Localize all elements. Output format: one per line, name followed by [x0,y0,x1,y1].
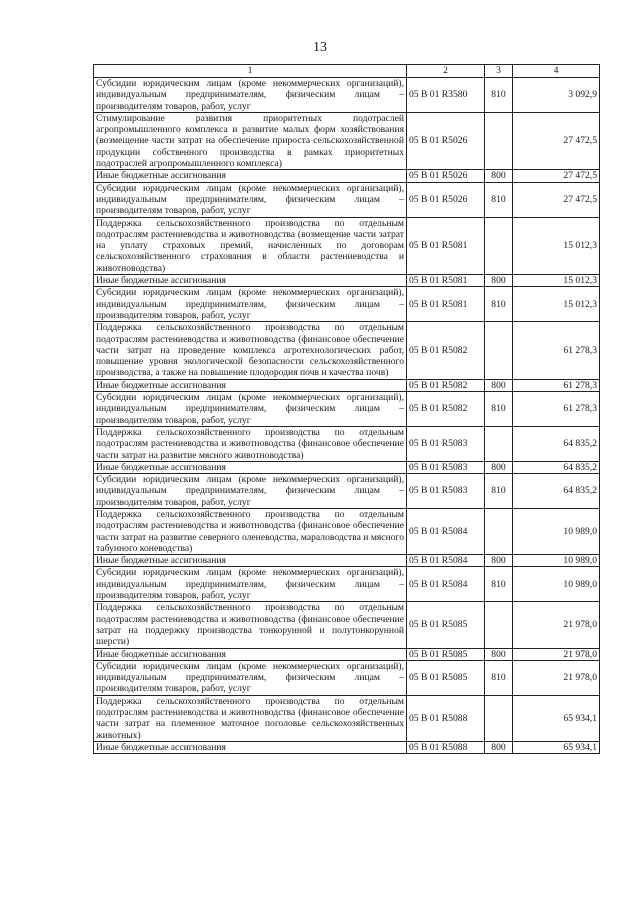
row-type-cell: 810 [485,392,513,427]
row-name-cell: Поддержка сельскохозяйственного производства по отдельным подотраслям растениеводства и животноводства (финансовое обеспечение части затрат на развитие мясного животноводства) [94,426,407,461]
table-body [94,65,600,754]
table-row [94,170,600,182]
row-name-cell: Поддержка сельскохозяйственного производства по отдельным подотраслям растениеводства и животноводства (финансовое обеспечение части затрат на племенное маточное поголовье сельскохозяйственных животных) [94,695,407,741]
row-amount-cell: 3 092,9 [513,78,600,113]
row-amount-cell: 61 278,3 [513,322,600,379]
row-code-cell: 05 В 01 R5082 [407,392,485,427]
row-amount-cell: 21 978,0 [513,602,600,648]
row-code-cell: 05 В 01 R5026 [407,112,485,169]
row-code-cell: 05 В 01 R5085 [407,660,485,695]
row-code-cell: 05 В 01 R5082 [407,379,485,391]
row-code-cell: 05 В 01 R5088 [407,695,485,741]
row-name-cell: Иные бюджетные ассигнования [94,275,407,287]
table-row [94,461,600,473]
row-amount-cell: 15 012,3 [513,287,600,322]
row-type-cell [485,426,513,461]
table-row [94,392,600,427]
row-name-cell: Иные бюджетные ассигнования [94,555,407,567]
table-row [94,287,600,322]
row-type-cell: 810 [485,660,513,695]
table-row [94,660,600,695]
table-row [94,648,600,660]
row-type-cell [485,217,513,274]
row-type-cell: 800 [485,379,513,391]
table-row [94,602,600,648]
row-amount-cell: 21 978,0 [513,660,600,695]
row-code-cell: 05 В 01 R5084 [407,567,485,602]
row-type-cell: 800 [485,275,513,287]
row-amount-cell: 15 012,3 [513,217,600,274]
table-row [94,555,600,567]
row-name-cell: Субсидии юридическим лицам (кроме некоммерческих организаций), индивидуальным предпринимателям, физическим лицам – производителям товаров, работ, услуг [94,392,407,427]
row-amount-cell: 61 278,3 [513,379,600,391]
row-code-cell: 05 В 01 R5081 [407,275,485,287]
row-type-cell [485,602,513,648]
row-amount-cell: 27 472,5 [513,182,600,217]
row-code-cell: 05 В 01 R5084 [407,508,485,554]
table-row [94,78,600,113]
row-type-cell [485,695,513,741]
row-code-cell: 05 В 01 R5083 [407,474,485,509]
row-amount-cell: 21 978,0 [513,648,600,660]
row-code-cell: 05 В 01 R3580 [407,78,485,113]
row-type-cell: 800 [485,648,513,660]
budget-table [93,64,600,754]
row-type-cell: 810 [485,474,513,509]
row-type-cell [485,322,513,379]
header-col-type: 3 [485,65,513,78]
row-code-cell: 05 В 01 R5082 [407,322,485,379]
row-name-cell: Стимулирование развития приоритетных подотраслей агропромышленного комплекса и развитие малых форм хозяйствования (возмещение части затрат на обеспечение прироста сельскохозяйственной продукции собственного производства в рамках приоритетных подотраслей агропромышленного комплекса) [94,112,407,169]
row-name-cell: Субсидии юридическим лицам (кроме некоммерческих организаций), индивидуальным предпринимателям, физическим лицам – производителям товаров, работ, услуг [94,182,407,217]
row-code-cell: 05 В 01 R5026 [407,182,485,217]
table-row [94,112,600,169]
table-row [94,182,600,217]
row-amount-cell: 65 934,1 [513,695,600,741]
row-code-cell: 05 В 01 R5081 [407,217,485,274]
row-name-cell: Субсидии юридическим лицам (кроме некоммерческих организаций), индивидуальным предпринимателям, физическим лицам – производителям товаров, работ, услуг [94,660,407,695]
row-code-cell: 05 В 01 R5081 [407,287,485,322]
row-name-cell: Субсидии юридическим лицам (кроме некоммерческих организаций), индивидуальным предпринимателям, физическим лицам – производителям товаров, работ, услуг [94,78,407,113]
table-row [94,217,600,274]
row-name-cell: Поддержка сельскохозяйственного производства по отдельным подотраслям растениеводства и животноводства (финансовое обеспечение части затрат на проведение комплекса агротехнологических работ, повышение уровня экологической безопасности сельскохозяйственного производства, а также на повышение плодородия почв и качества почв) [94,322,407,379]
table-row [94,426,600,461]
row-type-cell: 800 [485,741,513,753]
row-type-cell [485,508,513,554]
table-row [94,741,600,753]
row-type-cell [485,112,513,169]
row-name-cell: Субсидии юридическим лицам (кроме некоммерческих организаций), индивидуальным предпринимателям, физическим лицам – производителям товаров, работ, услуг [94,287,407,322]
row-amount-cell: 27 472,5 [513,170,600,182]
row-name-cell: Субсидии юридическим лицам (кроме некоммерческих организаций), индивидуальным предпринимателям, физическим лицам – производителям товаров, работ, услуг [94,474,407,509]
row-amount-cell: 64 835,2 [513,461,600,473]
row-type-cell: 800 [485,170,513,182]
row-code-cell: 05 В 01 R5085 [407,602,485,648]
row-name-cell: Иные бюджетные ассигнования [94,461,407,473]
row-type-cell: 810 [485,287,513,322]
row-code-cell: 05 В 01 R5084 [407,555,485,567]
header-col-code: 2 [407,65,485,78]
table-row [94,508,600,554]
row-amount-cell: 10 989,0 [513,555,600,567]
table-row [94,275,600,287]
row-code-cell: 05 В 01 R5083 [407,426,485,461]
row-amount-cell: 15 012,3 [513,275,600,287]
row-code-cell: 05 В 01 R5085 [407,648,485,660]
row-amount-cell: 61 278,3 [513,392,600,427]
header-col-name: 1 [94,65,407,78]
row-name-cell: Поддержка сельскохозяйственного производства по отдельным подотраслям растениеводства и животноводства (финансовое обеспечение затрат на поддержку производства тонкорунной и полутонкорунной шерсти) [94,602,407,648]
row-amount-cell: 10 989,0 [513,567,600,602]
row-type-cell: 800 [485,555,513,567]
row-amount-cell: 64 835,2 [513,474,600,509]
row-code-cell: 05 В 01 R5026 [407,170,485,182]
row-amount-cell: 64 835,2 [513,426,600,461]
table-row [94,567,600,602]
row-name-cell: Поддержка сельскохозяйственного производства по отдельным подотраслям растениеводства и животноводства (возмещение части затрат на уплату страховых премий, начисленных по договорам сельскохозяйственного страхования в области растениеводства и животноводства) [94,217,407,274]
row-name-cell: Иные бюджетные ассигнования [94,379,407,391]
header-col-amount: 4 [513,65,600,78]
page-number: 13 [313,40,327,55]
table-row [94,474,600,509]
row-name-cell: Иные бюджетные ассигнования [94,741,407,753]
row-name-cell: Поддержка сельскохозяйственного производства по отдельным подотраслям растениеводства и животноводства (финансовое обеспечение части затрат на развитие северного оленеводства, мараловодства и мясного табунного коневодства) [94,508,407,554]
table-row [94,322,600,379]
row-name-cell: Иные бюджетные ассигнования [94,648,407,660]
row-type-cell: 810 [485,182,513,217]
row-amount-cell: 27 472,5 [513,112,600,169]
row-amount-cell: 10 989,0 [513,508,600,554]
row-code-cell: 05 В 01 R5088 [407,741,485,753]
table-header-row [94,65,600,78]
table-row [94,695,600,741]
row-code-cell: 05 В 01 R5083 [407,461,485,473]
table-row [94,379,600,391]
row-name-cell: Субсидии юридическим лицам (кроме некоммерческих организаций), индивидуальным предпринимателям, физическим лицам – производителям товаров, работ, услуг [94,567,407,602]
row-type-cell: 810 [485,567,513,602]
row-name-cell: Иные бюджетные ассигнования [94,170,407,182]
row-type-cell: 800 [485,461,513,473]
row-type-cell: 810 [485,78,513,113]
row-amount-cell: 65 934,1 [513,741,600,753]
